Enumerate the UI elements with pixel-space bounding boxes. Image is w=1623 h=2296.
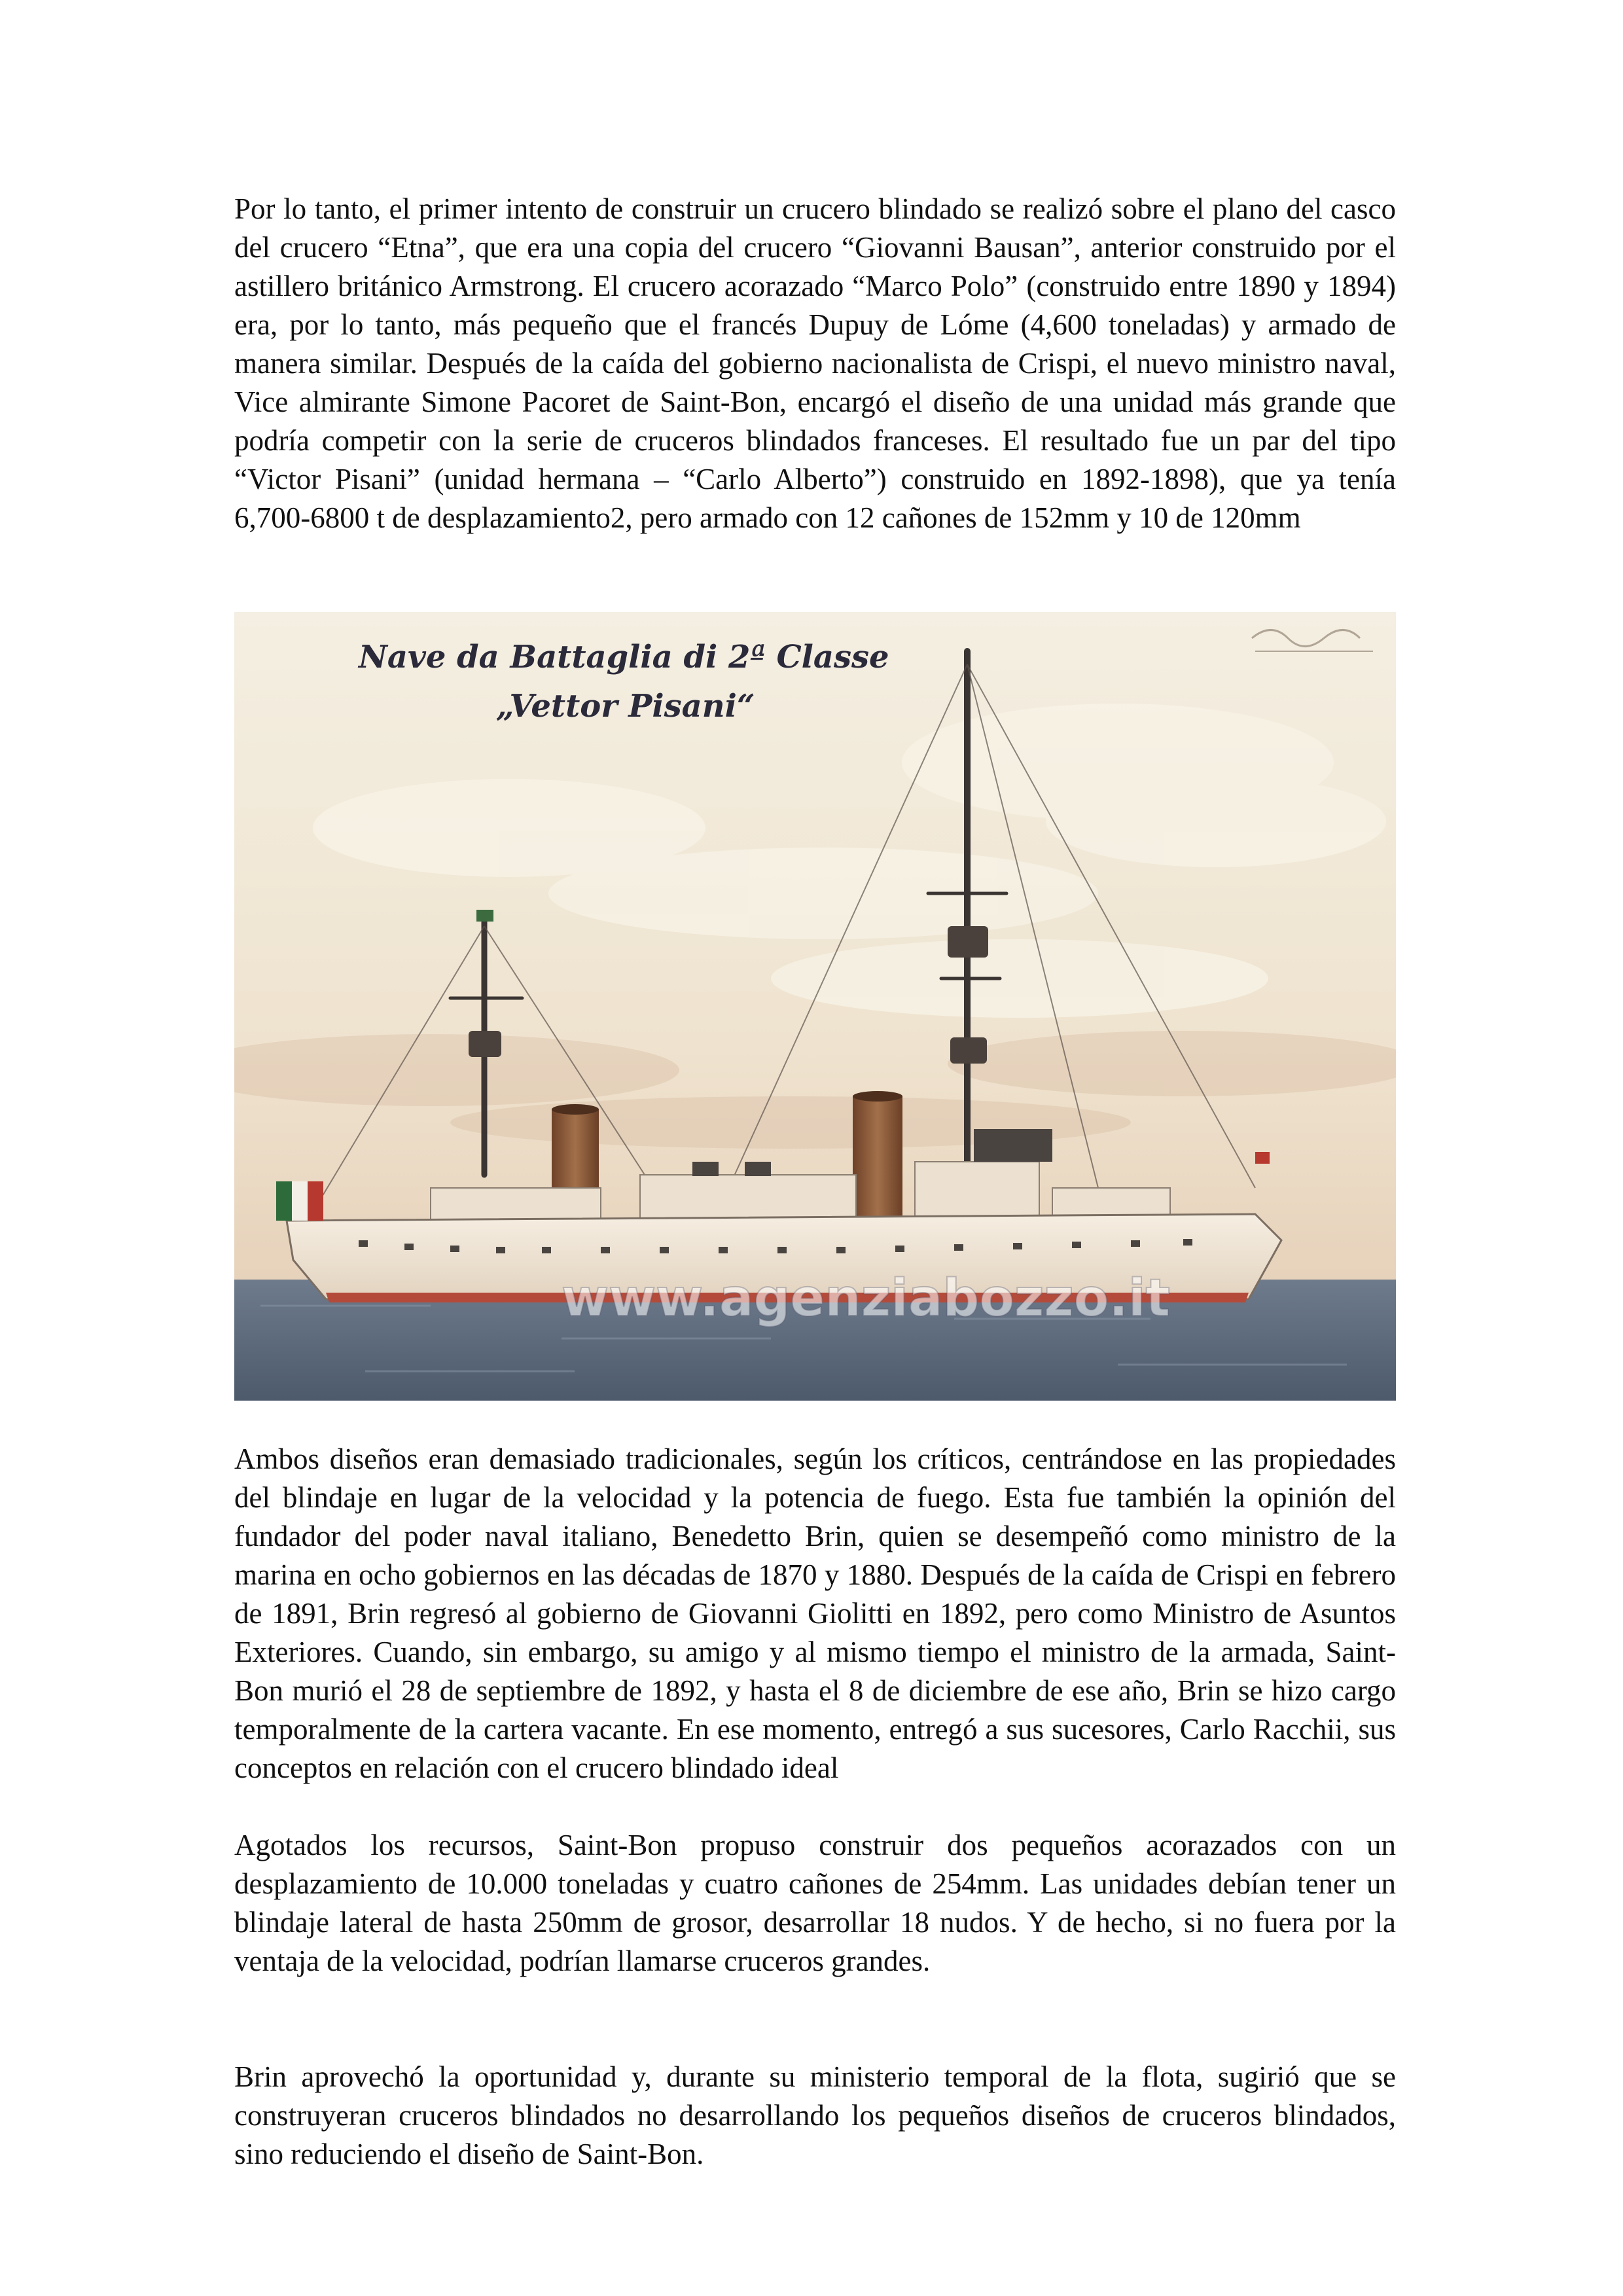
paragraph-2: Ambos diseños eran demasiado tradicionales, según los críticos, centrándose en las propiedades del blindaje en lugar de la velocidad y la potencia de fuego. Esta fue también la opinión del fundador del poder naval italiano, Benedetto Brin, quien se desempeñó como ministro de la marina en ocho gobiernos en las décadas de 1870 y 1880. Después de la caída de Crispi en febrero de 1891, Brin regresó al gobierno de Giovanni Giolitti en 1892, pero como Ministro de Asuntos Exteriores. Cuando, sin embargo, su amigo y al mismo tiempo el ministro de la armada, Saint-Bon murió el 28 de septiembre de 1892, y hasta el 8 de diciembre de ese año, Brin se hizo cargo temporalmente de la cartera vacante. En ese momento, entregó a sus sucesores, Carlo Racchii, sus conceptos en relación con el crucero blindado ideal	[234, 1443, 1396, 1784]
paragraph-1: Por lo tanto, el primer intento de construir un crucero blindado se realizó sobre el plano del casco del crucero “Etna”, que era una copia del crucero “Giovanni Bausan”, anterior construido por el astillero británico Armstrong. El crucero acorazado “Marco Polo” (construido entre 1890 y 1894) era, por lo tanto, más pequeño que el francés Dupuy de Lóme (4,600 toneladas) y armado de manera similar. Después de la caída del gobierno nacionalista de Crispi, el nuevo ministro naval, Vice almirante Simone Pacoret de Saint-Bon, encargó el diseño de una unidad más grande que podría competir con la serie de cruceros blindados franceses. El resultado fue un par del tipo “Victor Pisani” (unidad hermana – “Carlo Alberto”) construido en 1892-1898), que ya tenía 6,700-6800 t de desplazamiento2, pero armado con 12 cañones de 152mm y 10 de 120mm	[234, 192, 1396, 534]
paragraph-4: Brin aprovechó la oportunidad y, durante su ministerio temporal de la flota, sugirió que se construyeran cruceros blindados no desarrollando los pequeños diseños de cruceros blindados, sino reduciendo el diseño de Saint-Bon.	[234, 2060, 1396, 2170]
postcard-caption-line2: „Vettor Pisani“	[496, 688, 755, 725]
watermark-text: www.agenziabozzo.it	[562, 1269, 1170, 1328]
paragraph-3: Agotados los recursos, Saint-Bon propuso construir dos pequeños acorazados con un desplazamiento de 10.000 toneladas y cuatro cañones de 254mm. Las unidades debían tener un blindaje lateral de hasta 250mm de grosor, desarrollar 18 nudos. Y de hecho, si no fuera por la ventaja de la velocidad, podrían llamarse cruceros grandes.	[234, 1829, 1396, 1977]
ship-postcard-image	[234, 612, 1396, 1401]
postcard-caption-line1: Nave da Battaglia di 2ª Classe	[359, 639, 889, 675]
ship-illustration	[234, 612, 1396, 1401]
